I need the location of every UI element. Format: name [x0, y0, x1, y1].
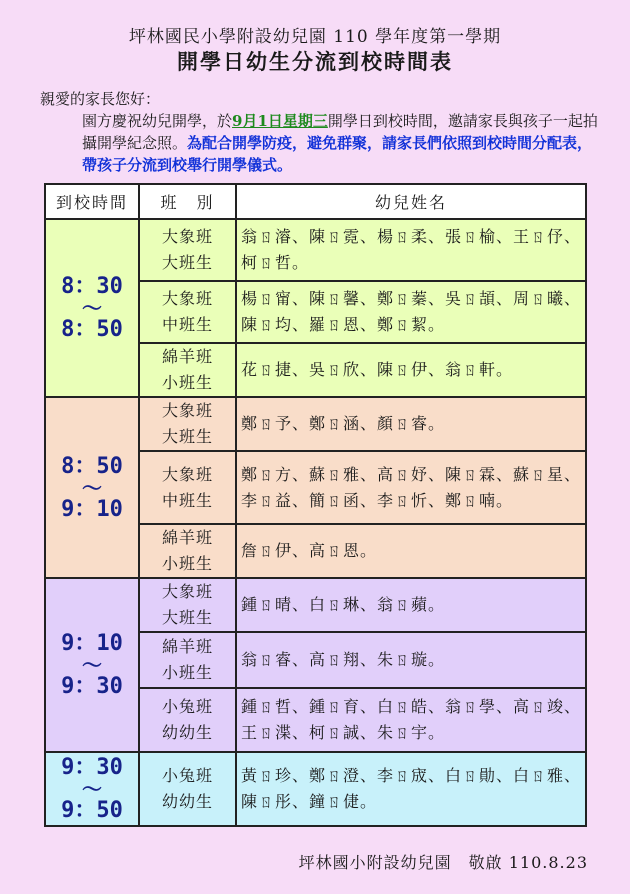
- document-title-line1: 坪林國民小學附設幼兒園 110 學年度第一學期: [128, 27, 502, 47]
- time-end: 8：50: [61, 317, 123, 342]
- class-level: 小班生: [161, 663, 213, 682]
- letter-paragraph: [40, 110, 600, 176]
- class-cell: [139, 281, 236, 343]
- class-level: 大班生: [161, 427, 213, 446]
- class-cell: [139, 343, 236, 397]
- time-start: 9：30: [61, 755, 123, 780]
- class-level: 大班生: [161, 608, 213, 627]
- student-names: 鍾ㄖ晴、白ㄖ琳、翁ㄖ蘋。: [236, 578, 586, 632]
- greeting: 親愛的家長您好：: [40, 90, 161, 108]
- class-cell: [139, 397, 236, 451]
- document-title-line2: 開學日幼生分流到校時間表: [177, 49, 453, 74]
- class-cell: [139, 688, 236, 752]
- class-level: 小班生: [161, 373, 213, 392]
- class-name: 大象班: [161, 289, 213, 308]
- time-range-tilde: ～: [82, 475, 102, 500]
- class-level: 中班生: [161, 315, 213, 334]
- header-time: 到校時間: [45, 184, 139, 219]
- time-range-tilde: ～: [82, 653, 102, 677]
- time-range-tilde: ～: [82, 296, 102, 320]
- header-class: 班 別: [139, 184, 236, 219]
- letter-end: 。: [277, 156, 293, 174]
- class-name: 綿羊班: [161, 347, 213, 366]
- letter-text-part1: 園方慶祝幼兒開學，於: [82, 112, 233, 130]
- student-names: 詹ㄖ伊、高ㄖ恩。: [236, 524, 586, 578]
- class-name: 大象班: [161, 464, 213, 484]
- table-row: [45, 397, 586, 451]
- class-name: 大象班: [161, 401, 213, 420]
- class-cell: [139, 524, 236, 578]
- class-level: 幼幼生: [161, 723, 213, 742]
- class-level: 幼幼生: [161, 792, 213, 811]
- time-range-tilde: ～: [82, 777, 102, 801]
- arrival-time-slot: [45, 397, 139, 578]
- time-end: 9：10: [61, 496, 123, 522]
- letter-emphasis: 為配合開學防疫，避免群聚，請家長們依照到校時間分配表，帶孩子分流到校舉行開學儀式: [82, 134, 593, 174]
- table-row: [45, 578, 586, 632]
- class-level: 大班生: [161, 253, 213, 272]
- opening-date: 9月1日星期三: [232, 112, 328, 130]
- class-cell: [139, 451, 236, 524]
- class-name: 綿羊班: [161, 528, 213, 547]
- arrival-schedule-table: [44, 183, 587, 827]
- class-level: 中班生: [161, 490, 213, 510]
- arrival-time-slot: [45, 578, 139, 752]
- student-names: 黃ㄖ珍、鄭ㄖ澄、李ㄖ宬、白ㄖ勛、白ㄖ雅、陳ㄖ彤、鐘ㄖ倢。: [236, 752, 586, 826]
- student-names: 楊ㄖ甯、陳ㄖ馨、鄭ㄖ蓁、吳ㄖ頡、周ㄖ曦、陳ㄖ均、羅ㄖ恩、鄭ㄖ絜。: [236, 281, 586, 343]
- class-name: 小兔班: [161, 697, 213, 716]
- time-start: 9：10: [61, 631, 123, 656]
- student-names: 花ㄖ捷、吳ㄖ欣、陳ㄖ伊、翁ㄖ軒。: [236, 343, 586, 397]
- student-names: 翁ㄖ濬、陳ㄖ霓、楊ㄖ柔、張ㄖ榆、王ㄖ伃、柯ㄖ哲。: [236, 219, 586, 281]
- class-name: 小兔班: [161, 766, 213, 785]
- time-start: 8：30: [61, 274, 123, 299]
- time-end: 9：50: [61, 798, 123, 823]
- time-start: 8：50: [61, 453, 123, 479]
- student-names: 鍾ㄖ哲、鍾ㄖ育、白ㄖ皓、翁ㄖ學、高ㄖ竣、王ㄖ渫、柯ㄖ誠、朱ㄖ宇。: [236, 688, 586, 752]
- class-level: 小班生: [161, 554, 213, 573]
- class-name: 大象班: [161, 227, 213, 246]
- time-end: 9：30: [61, 674, 123, 699]
- class-name: 大象班: [161, 582, 213, 601]
- table-header-row: [45, 184, 586, 219]
- arrival-time-slot: [45, 219, 139, 397]
- table-row: [45, 219, 586, 281]
- header-names: 幼兒姓名: [236, 184, 586, 219]
- letter-body: [40, 88, 600, 176]
- arrival-time-slot: [45, 752, 139, 826]
- student-names: 鄭ㄖ方、蘇ㄖ雅、高ㄖ妤、陳ㄖ霖、蘇ㄖ星、李ㄖ益、簡ㄖ函、李ㄖ忻、鄭ㄖ喃。: [236, 451, 586, 524]
- student-names: 鄭ㄖ予、鄭ㄖ涵、顏ㄖ睿。: [236, 397, 586, 451]
- class-cell: [139, 219, 236, 281]
- class-cell: [139, 752, 236, 826]
- class-cell: [139, 632, 236, 688]
- class-cell: [139, 578, 236, 632]
- footer-signature: 坪林國小附設幼兒園 敬啟 110.8.23: [298, 853, 588, 872]
- letter-text-part2: 開學日到校時間，邀請家長與孩子一起拍攝開學紀念照。: [82, 112, 598, 152]
- class-name: 綿羊班: [161, 637, 213, 656]
- table-row: [45, 752, 586, 826]
- student-names: 翁ㄖ睿、高ㄖ翔、朱ㄖ璇。: [236, 632, 586, 688]
